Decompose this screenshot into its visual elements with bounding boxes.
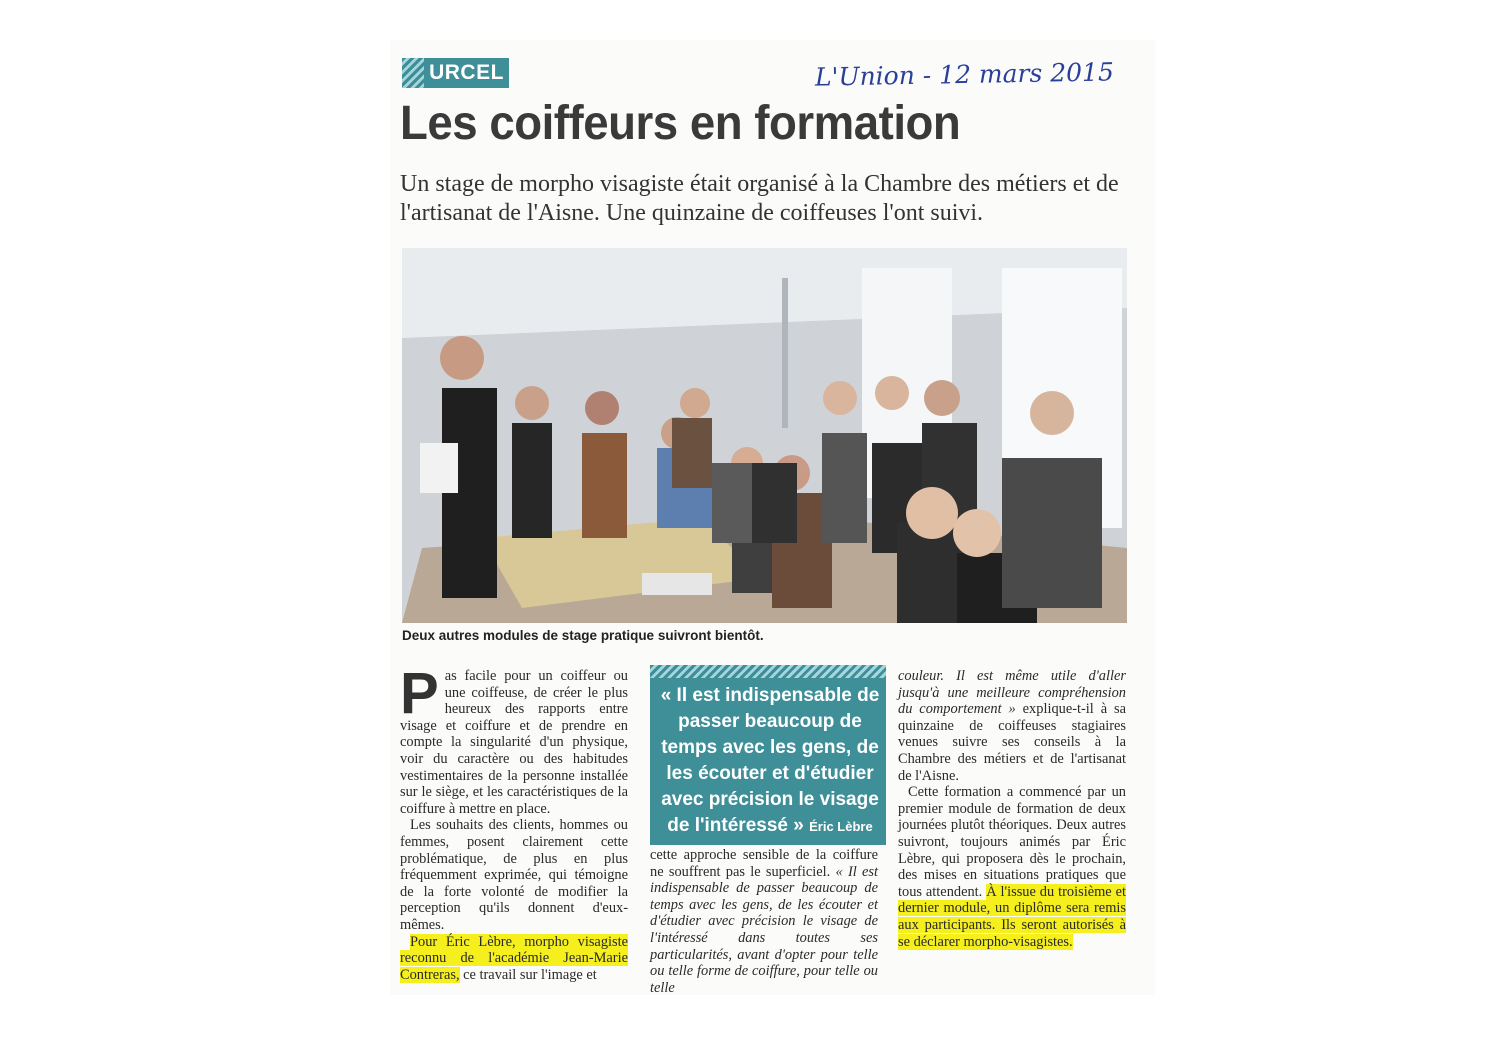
rubric-stripe — [402, 58, 424, 88]
article-column-3 — [898, 668, 1126, 950]
col1-paragraph-1: as facile pour un coiffeur ou une coiffeuse, de créer le plus heureux des rapports entre visage et coiffure et de prendre en compte la singularité d'un physique, voir du caractère ou des habitudes vestimentaires de la personne installée sur le siège, et les caractéristiques de la coiffure à mettre en place. — [400, 668, 628, 817]
article-column-1 — [400, 661, 628, 983]
col1-paragraph-3-rest: ce travail sur l'image et — [459, 966, 597, 983]
section-rubric — [402, 58, 509, 88]
col1-paragraph-2: Les souhaits des clients, hommes ou femmes, posent clairement cette problématique, de plus en plus fréquemment exprimée, qui témoigne de la forte volonté de modifier la perception qu'ils donnent d'eux-mêmes. — [400, 817, 628, 933]
col2-text: cette approche sensible de la coiffure ne souffrent pas le superficiel. — [650, 847, 878, 880]
highlighted-text: Pour Éric Lèbre, morpho visagiste reconnu de l'académie Jean-Marie Contreras, — [400, 933, 628, 983]
headline: Les coiffeurs en formation — [400, 97, 961, 150]
pull-quote-author: Éric Lèbre — [809, 819, 873, 834]
article-column-2 — [650, 847, 878, 996]
col3-paragraph-1 — [898, 668, 1126, 784]
col2-quote-text: « Il est indispensable de passer beaucoup de temps avec les gens, de les écouter et d'étudier avec précision le visage de l'intéressé dans toutes ses particularités, avant d'opter pour telle ou telle forme de coiffure, pour telle ou telle — [650, 863, 878, 996]
highlighted-conclusion: À l'issue du troisième et dernier module, un diplôme sera remis aux participants. Ils seront autorisés à se déclarer morpho-visagistes. — [898, 883, 1126, 950]
dropcap: P — [400, 661, 439, 726]
photo-caption: Deux autres modules de stage pratique suivront bientôt. — [402, 628, 764, 643]
col3-quote-text: couleur. Il est même utile d'aller jusqu'à une meilleure compréhension du comportement » — [898, 668, 1126, 718]
col3-paragraph-2 — [898, 784, 1126, 950]
pull-quote-stripe — [650, 665, 886, 678]
rubric-label: URCEL — [424, 58, 509, 88]
col3-paragraph-2-text: Cette formation a commencé par un premier module de formation de deux journées plutôt théoriques. Deux autres suivront, toujours animés par Éric Lèbre, qui proposera dès le prochain, des mises en situations pratiques que tous attendent. — [898, 784, 1126, 900]
col3-paragraph-1-rest: explique-t-il à sa quinzaine de coiffeuses stagiaires venues suivre ses conseils à la Chambre des métiers et de l'artisanat de l'Aisne. — [898, 701, 1126, 784]
pull-quote-text — [658, 683, 882, 840]
handwritten-source-note: L'Union - 12 mars 2015 — [814, 57, 1115, 92]
article-photo — [402, 248, 1127, 623]
pull-quote-body: « Il est indispensable de passer beaucoup de temps avec les gens, de les écouter et d'étudier avec précision le visage de l'intéressé » — [660, 685, 880, 836]
col1-paragraph-3 — [400, 934, 628, 984]
standfirst: Un stage de morpho visagiste était organisé à la Chambre des métiers et de l'artisanat de l'Aisne. Une quinzaine de coiffeuses l'ont suivi. — [400, 171, 1119, 226]
pull-quote — [650, 665, 886, 845]
group-photo-illustration — [402, 248, 1127, 623]
